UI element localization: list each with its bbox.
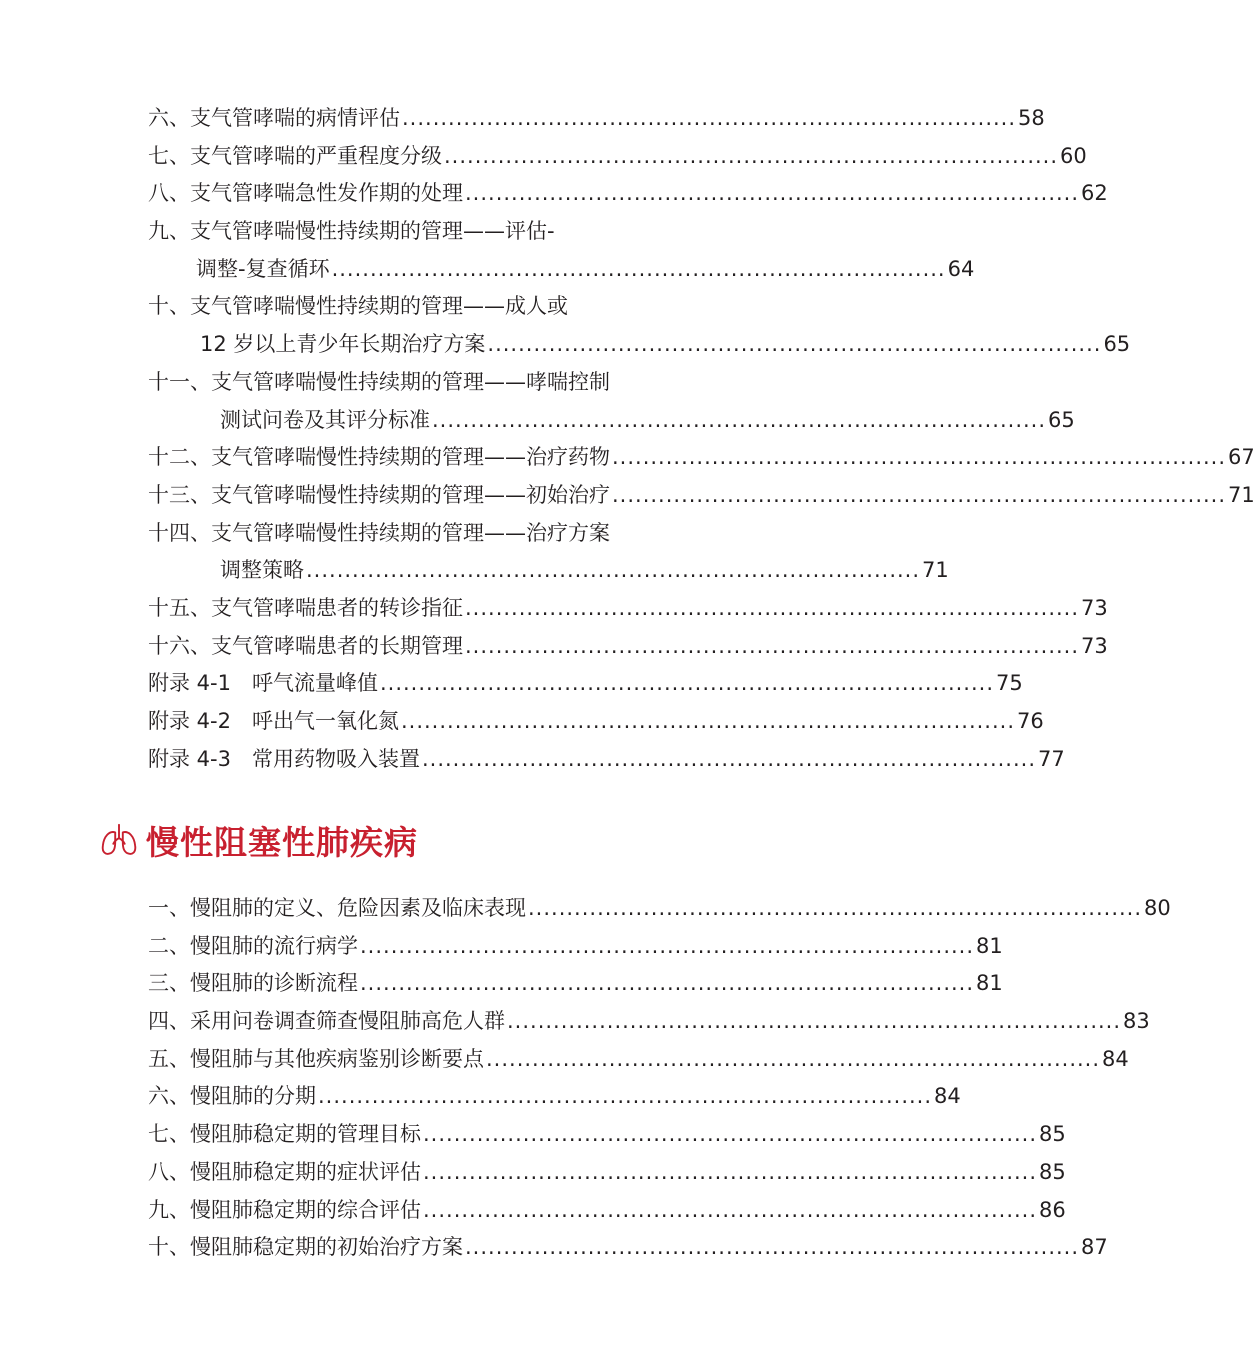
toc-entry-title: 调整策略 (220, 558, 304, 583)
toc-entry[interactable] (148, 665, 1023, 703)
leader-dots: ................................................................................ (487, 332, 1102, 357)
toc-entry-title: 八、慢阻肺稳定期的症状评估 (148, 1159, 421, 1184)
toc-entry-page: 73 (1081, 633, 1108, 658)
leader-dots: ................................................................................ (423, 1159, 1038, 1184)
section-header[interactable] (100, 812, 418, 868)
lungs-icon (100, 820, 138, 860)
toc-entry-title: 附录 4-2 呼出气一氧化氮 (148, 709, 399, 733)
leader-dots: ................................................................................ (612, 482, 1227, 507)
toc-entry-page: 84 (934, 1084, 961, 1109)
toc-entry[interactable] (148, 364, 700, 402)
toc-entry-page: 85 (1039, 1159, 1066, 1184)
toc-entry-page: 65 (1048, 407, 1075, 432)
toc-entry-page: 85 (1039, 1122, 1066, 1147)
toc-entry[interactable] (148, 965, 1003, 1003)
toc-entry[interactable] (148, 1154, 1066, 1192)
leader-dots: ................................................................................ (465, 1235, 1080, 1260)
toc-entry-title: 九、慢阻肺稳定期的综合评估 (148, 1197, 421, 1222)
toc-entry-page: 71 (1228, 482, 1255, 507)
toc-entry-page: 81 (976, 971, 1003, 996)
toc-entry[interactable] (148, 100, 1045, 138)
toc-entry[interactable] (148, 288, 700, 326)
toc-entry[interactable] (148, 138, 1087, 176)
leader-dots: ................................................................................ (486, 1046, 1101, 1071)
section-title: 慢性阻塞性肺疾病 (146, 822, 418, 862)
toc-entry-title: 测试问卷及其评分标准 (220, 407, 430, 432)
toc-entry-title: 十四、支气管哮喘慢性持续期的管理——治疗方案 (148, 520, 610, 545)
toc-entry-continuation[interactable] (148, 402, 1075, 440)
leader-dots: ................................................................................ (528, 896, 1143, 920)
toc-entry-title: 十一、支气管哮喘慢性持续期的管理——哮喘控制 (148, 369, 610, 394)
toc-copd-list (148, 890, 1171, 1267)
toc-entry-title: 十三、支气管哮喘慢性持续期的管理——初始治疗 (148, 482, 610, 507)
toc-asthma-list (148, 100, 1255, 778)
toc-entry-title: 六、慢阻肺的分期 (148, 1084, 316, 1109)
leader-dots: ................................................................................ (360, 971, 975, 996)
toc-entry-page: 77 (1038, 746, 1065, 771)
toc-entry-title: 九、支气管哮喘慢性持续期的管理——评估- (148, 219, 555, 244)
leader-dots: ................................................................................ (507, 1009, 1122, 1034)
leader-dots: ................................................................................ (465, 181, 1080, 206)
toc-entry[interactable] (148, 175, 1108, 213)
toc-entry[interactable] (148, 590, 1108, 628)
leader-dots: ................................................................................ (423, 1122, 1038, 1147)
toc-entry-page: 62 (1081, 181, 1108, 206)
toc-entry-title: 调整-复查循环 (196, 256, 330, 281)
toc-entry-title: 四、采用问卷调查筛查慢阻肺高危人群 (148, 1009, 505, 1034)
leader-dots: ................................................................................ (421, 746, 1037, 771)
toc-entry-page: 83 (1123, 1009, 1150, 1034)
toc-entry-page: 86 (1039, 1197, 1066, 1222)
toc-entry[interactable] (148, 439, 1255, 477)
toc-entry-page: 76 (1017, 709, 1044, 733)
toc-entry-title: 十六、支气管哮喘患者的长期管理 (148, 633, 463, 658)
leader-dots: ................................................................................ (360, 933, 975, 958)
leader-dots: ................................................................................ (612, 445, 1227, 470)
toc-entry-title: 十、支气管哮喘慢性持续期的管理——成人或 (148, 294, 568, 319)
toc-entry-page: 87 (1081, 1235, 1108, 1260)
toc-entry[interactable] (148, 1041, 1129, 1079)
toc-entry-continuation[interactable] (148, 326, 1131, 364)
toc-entry[interactable] (148, 1229, 1108, 1267)
leader-dots: ................................................................................ (318, 1084, 933, 1109)
leader-dots: ................................................................................ (465, 633, 1080, 658)
leader-dots: ................................................................................ (432, 407, 1047, 432)
toc-entry-continuation[interactable] (148, 552, 949, 590)
toc-entry-title: 附录 4-3 常用药物吸入装置 (148, 746, 420, 771)
leader-dots: ................................................................................ (331, 256, 946, 281)
toc-entry-title: 一、慢阻肺的定义、危险因素及临床表现 (148, 896, 526, 920)
toc-entry[interactable] (148, 213, 700, 251)
leader-dots: ................................................................................ (400, 709, 1016, 733)
toc-entry[interactable] (148, 477, 1255, 515)
toc-entry-page: 65 (1103, 332, 1131, 357)
toc-entry[interactable] (148, 703, 1044, 741)
toc-entry-page: 84 (1102, 1046, 1129, 1071)
toc-entry-title: 八、支气管哮喘急性发作期的处理 (148, 181, 463, 206)
toc-entry[interactable] (148, 628, 1108, 666)
leader-dots: ................................................................................ (379, 671, 995, 696)
leader-dots: ................................................................................ (402, 106, 1017, 130)
toc-entry-title: 附录 4-1 呼气流量峰值 (148, 671, 378, 696)
toc-entry-page: 80 (1144, 896, 1171, 920)
toc-entry-title: 三、慢阻肺的诊断流程 (148, 971, 358, 996)
toc-entry-page: 60 (1060, 143, 1087, 168)
toc-entry-title: 七、支气管哮喘的严重程度分级 (148, 143, 442, 168)
toc-entry-page: 64 (947, 256, 975, 281)
leader-dots: ................................................................................ (423, 1197, 1038, 1222)
toc-entry[interactable] (148, 1078, 961, 1116)
toc-entry-page: 58 (1018, 106, 1045, 130)
toc-entry-page: 81 (976, 933, 1003, 958)
toc-entry[interactable] (148, 1192, 1066, 1230)
toc-entry-page: 71 (922, 558, 949, 583)
toc-entry-title: 十、慢阻肺稳定期的初始治疗方案 (148, 1235, 463, 1260)
leader-dots: ................................................................................ (465, 595, 1080, 620)
toc-entry-title: 十二、支气管哮喘慢性持续期的管理——治疗药物 (148, 445, 610, 470)
toc-entry-title: 六、支气管哮喘的病情评估 (148, 106, 400, 130)
toc-entry-title: 二、慢阻肺的流行病学 (148, 933, 358, 958)
toc-entry[interactable] (148, 928, 1003, 966)
toc-entry-page: 67 (1228, 445, 1255, 470)
toc-entry-page: 73 (1081, 595, 1108, 620)
toc-entry-title: 七、慢阻肺稳定期的管理目标 (148, 1122, 421, 1147)
toc-entry-title: 十五、支气管哮喘患者的转诊指征 (148, 595, 463, 620)
toc-entry-title: 五、慢阻肺与其他疾病鉴别诊断要点 (148, 1046, 484, 1071)
toc-entry-title: 12 岁以上青少年长期治疗方案 (200, 332, 486, 357)
toc-entry[interactable] (148, 1116, 1066, 1154)
toc-entry[interactable] (148, 1003, 1150, 1041)
leader-dots: ................................................................................ (306, 558, 921, 583)
toc-entry[interactable] (148, 741, 1065, 779)
leader-dots: ................................................................................ (444, 143, 1059, 168)
toc-entry[interactable] (148, 890, 1171, 928)
toc-entry-page: 75 (996, 671, 1023, 696)
toc-entry-continuation[interactable] (148, 251, 975, 289)
toc-entry[interactable] (148, 515, 700, 553)
